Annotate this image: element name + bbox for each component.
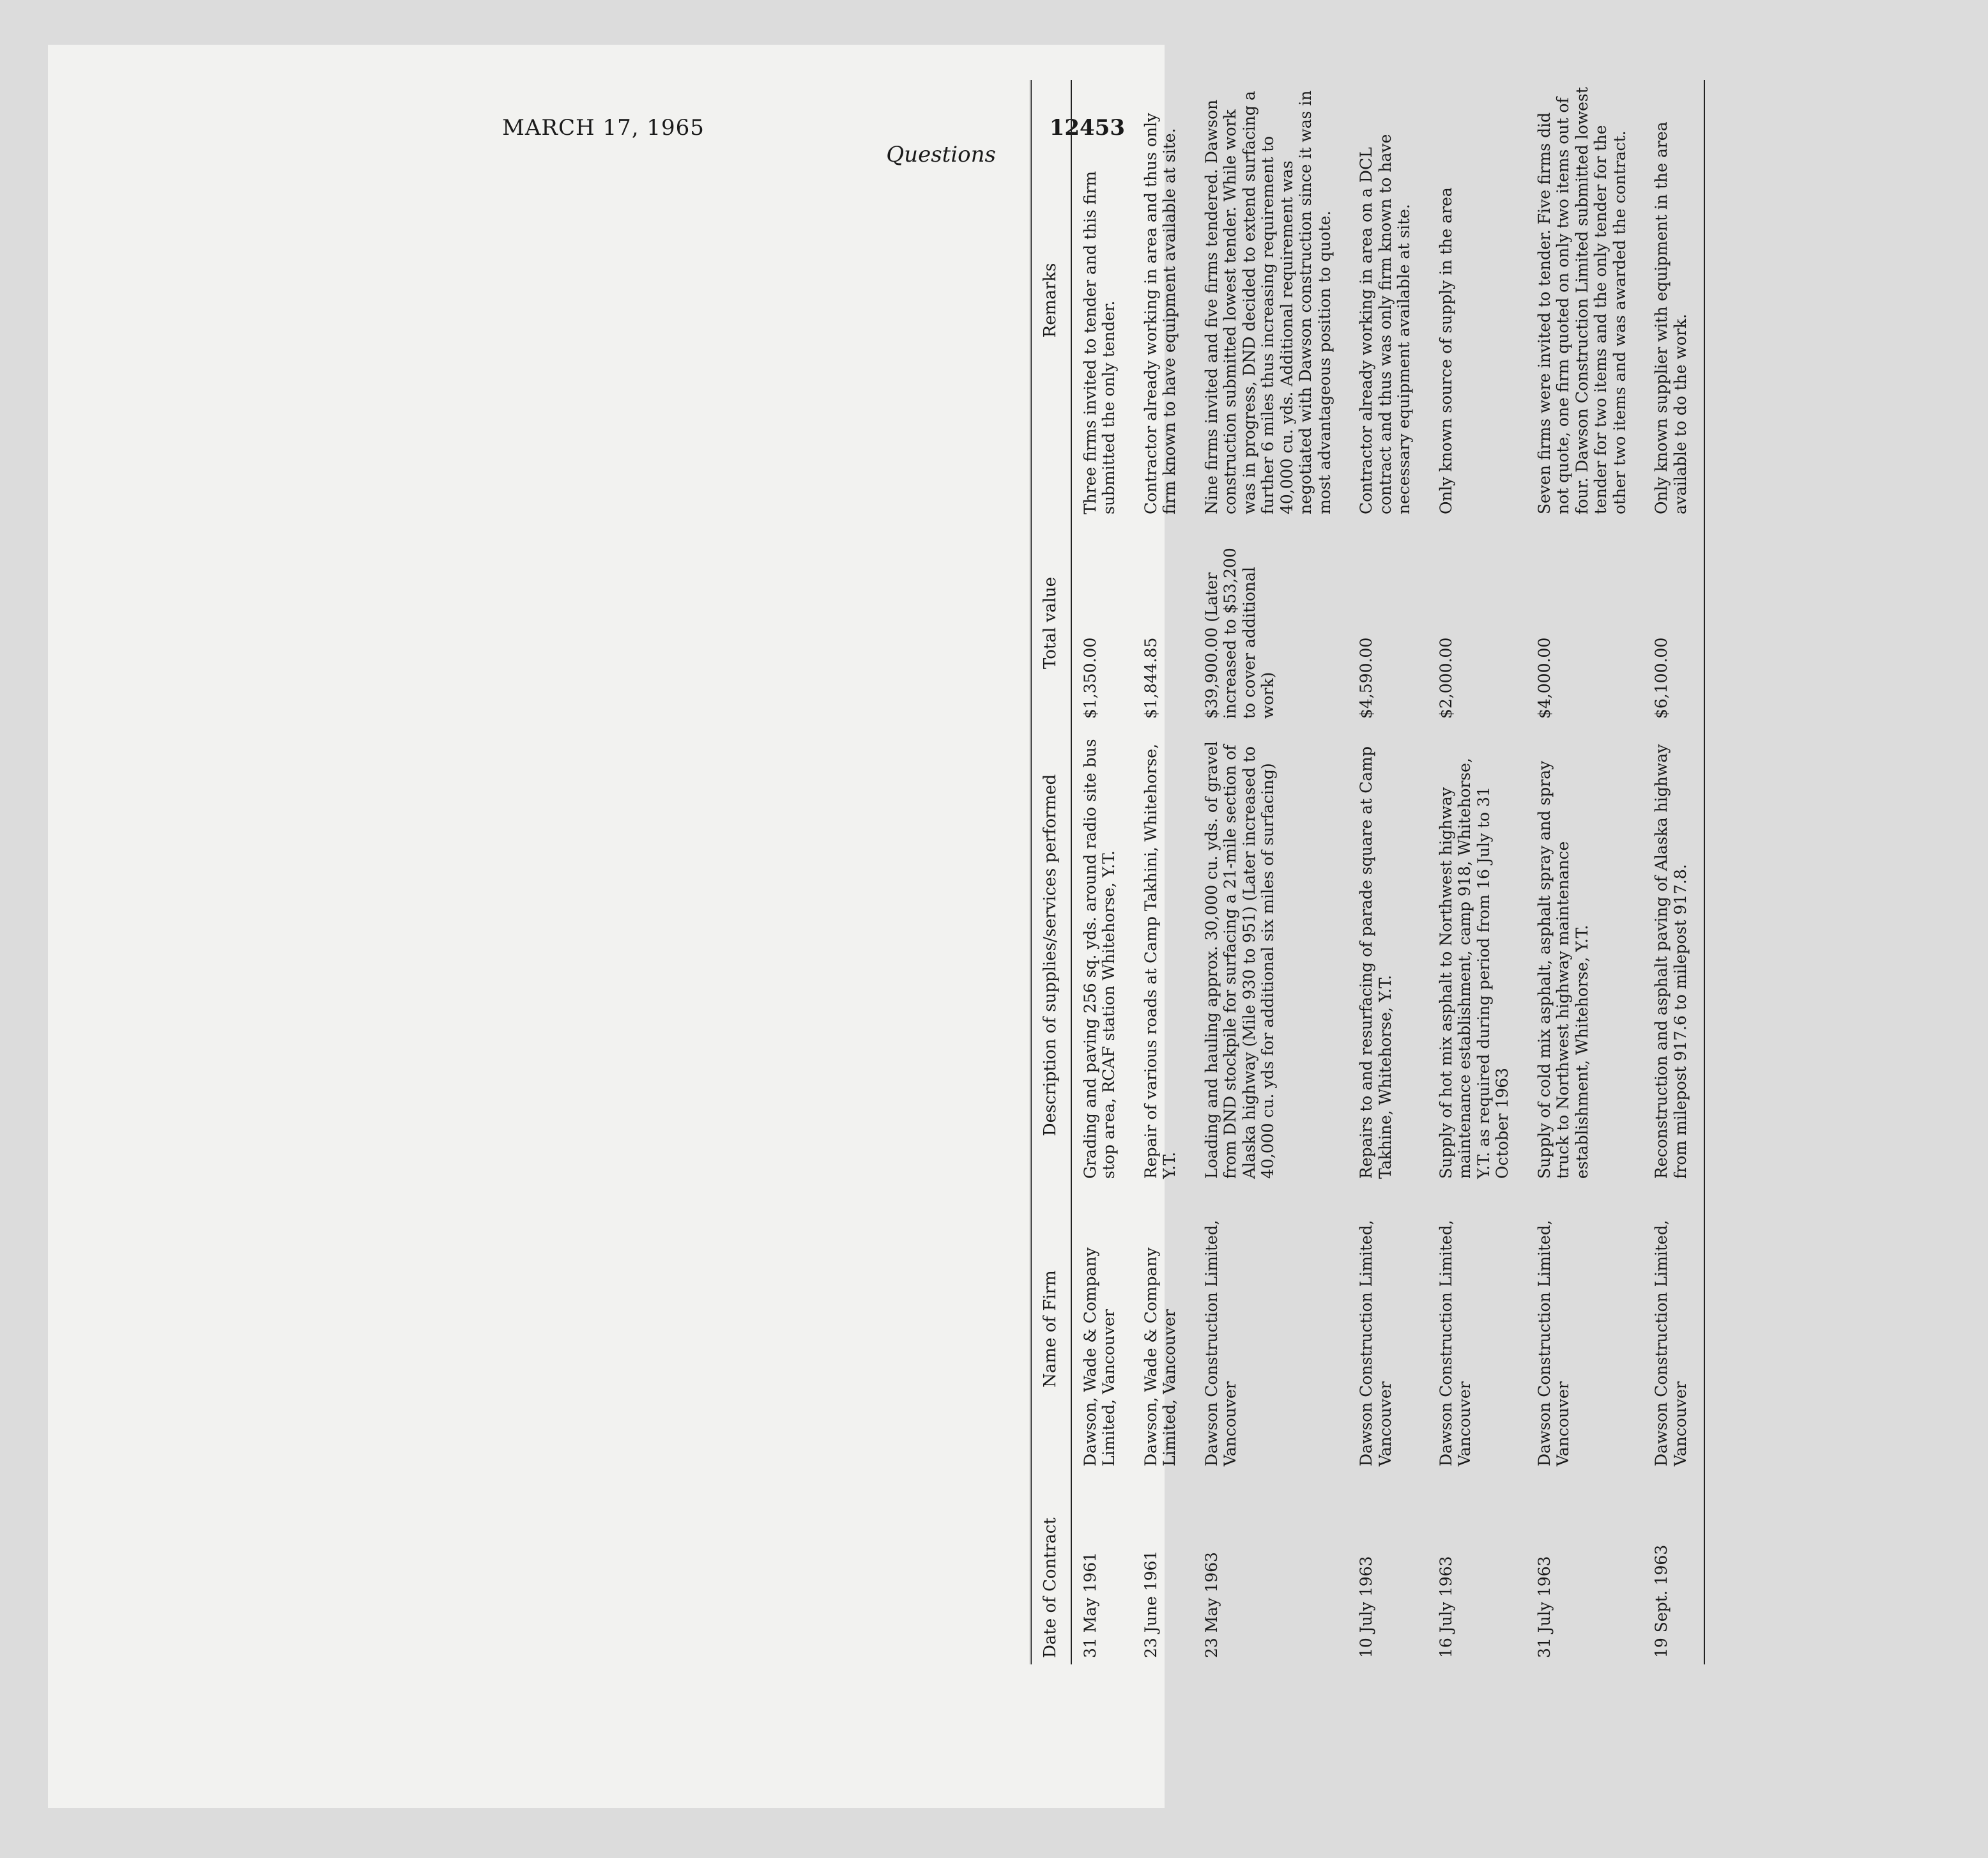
cell-description: Repair of various roads at Camp Takhini, Whitehorse, Y.T. [1141, 743, 1179, 1179]
cell-date: 19 Sept. 1963 [1652, 1544, 1671, 1658]
cell-total: $2,000.00 [1436, 637, 1455, 719]
cell-total: $1,844.85 [1141, 637, 1160, 719]
cell-firm: Dawson Construction Limited, Vancouver [1436, 1220, 1474, 1466]
cell-total: $39,900.00 (Later increased to $53,200 to cover additional work) [1202, 548, 1278, 719]
cell-remarks: Contractor already working in area on a DCL contract and thus was only firm known to have necessary equipment available at site. [1357, 134, 1414, 514]
cell-firm: Dawson Construction Limited, Vancouver [1534, 1220, 1573, 1466]
cell-description: Grading and paving 256 sq. yds. around radio site bus stop area, RCAF station Whitehorse, Y.T. [1080, 739, 1119, 1179]
cell-date: 31 May 1961 [1080, 1552, 1099, 1658]
column-header-firm: Name of Firm [1041, 1270, 1060, 1388]
table-header-row [1031, 80, 1071, 1664]
table-row [1428, 80, 1526, 1664]
page-number: 12453 [1049, 115, 1125, 141]
cell-total: $4,000.00 [1534, 637, 1554, 719]
column-header-total: Total value [1041, 576, 1060, 670]
table-row [1348, 80, 1428, 1664]
cell-total: $4,590.00 [1357, 637, 1376, 719]
cell-total: $1,350.00 [1080, 637, 1099, 719]
cell-remarks: Seven firms were invited to tender. Five firms did not quote, one firm quoted on only two items out of four. Dawson Construction Limited submitted lowest tender for two items and the only tender for the other two items and was awarded the contract. [1534, 87, 1629, 514]
page-date: MARCH 17, 1965 [502, 115, 705, 141]
cell-firm: Dawson Construction Limited, Vancouver [1202, 1220, 1240, 1466]
page [48, 45, 1165, 1808]
column-header-date: Date of Contract [1041, 1517, 1060, 1658]
cell-date: 16 July 1963 [1436, 1556, 1455, 1658]
cell-firm: Dawson, Wade & Company Limited, Vancouver [1080, 1247, 1119, 1466]
cell-description: Loading and hauling approx. 30,000 cu. yds. of gravel from DND stockpile for surfacing a 21-mile section of Alaska highway (Mile 930 to 951) (Later increased to 40,000 cu. yds for additional six miles of surfacing) [1202, 741, 1278, 1179]
table-row [1526, 80, 1644, 1664]
cell-firm: Dawson, Wade & Company Limited, Vancouver [1141, 1247, 1179, 1466]
table-row [1133, 80, 1193, 1664]
cell-date: 23 June 1961 [1141, 1550, 1160, 1658]
cell-date: 10 July 1963 [1357, 1556, 1376, 1658]
table-row [1193, 80, 1349, 1664]
cell-date: 31 July 1963 [1534, 1556, 1554, 1658]
cell-remarks: Only known supplier with equipment in the area available to do the work. [1652, 121, 1690, 514]
cell-description: Supply of hot mix asphalt to Northwest highway maintenance establishment, camp 918, Whitehorse, Y.T. as required during period from 16 July to 31 October 1963 [1436, 758, 1512, 1179]
table-row [1071, 80, 1133, 1664]
cell-remarks: Contractor already working in area and thus only firm known to have equipment available at site. [1141, 112, 1179, 514]
cell-total: $6,100.00 [1652, 637, 1671, 719]
contracts-table [1030, 80, 1705, 1664]
cell-remarks: Nine firms invited and five firms tendered. Dawson construction submitted lowest tender. While work was in progress, DND decided to extend surfacing a further 6 miles thus increasing requirement to 40,000 cu. yds. Additional requirement was negotiated with Dawson construction since it was in most advantageous position to quote. [1202, 90, 1334, 514]
cell-firm: Dawson Construction Limited, Vancouver [1357, 1220, 1395, 1466]
cell-remarks: Only known source of supply in the area [1436, 187, 1455, 514]
section-title: Questions [886, 142, 996, 167]
cell-remarks: Three firms invited to tender and this firm submitted the only tender. [1080, 171, 1119, 514]
cell-description: Reconstruction and asphalt paving of Alaska highway from milepost 917.6 to milepost 917.8. [1652, 744, 1690, 1179]
cell-date: 23 May 1963 [1202, 1552, 1221, 1658]
cell-description: Repairs to and resurfacing of parade square at Camp Takhine, Whitehorse, Y.T. [1357, 746, 1395, 1179]
column-header-remarks: Remarks [1041, 263, 1060, 338]
cell-firm: Dawson Construction Limited, Vancouver [1652, 1220, 1690, 1466]
table-row [1643, 80, 1704, 1664]
column-header-description: Description of supplies/services performed [1041, 774, 1060, 1137]
cell-description: Supply of cold mix asphalt, asphalt spray and spray truck to Northwest highway maintenance establishment, Whitehorse, Y.T. [1534, 760, 1591, 1179]
